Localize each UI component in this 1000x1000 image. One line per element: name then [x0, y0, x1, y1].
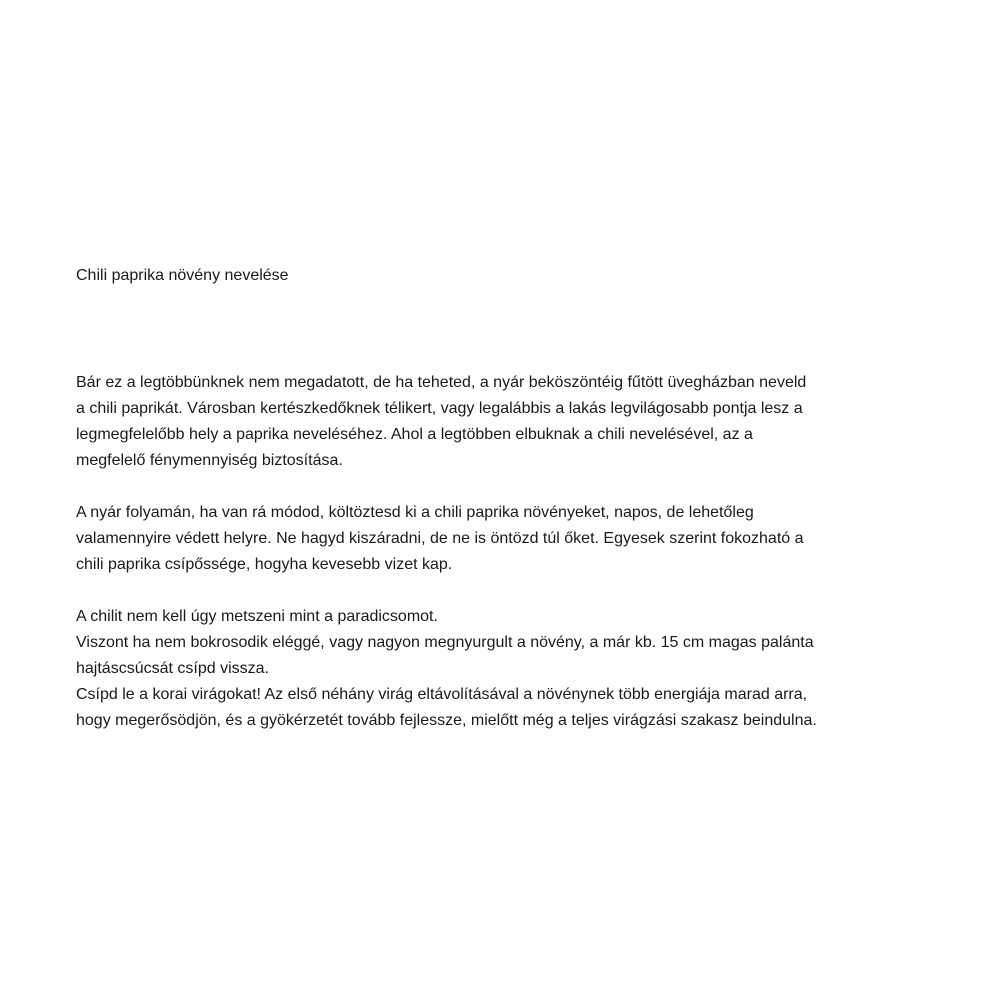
page-title: Chili paprika növény nevelése — [76, 267, 289, 284]
paragraph-pruning — [76, 604, 926, 734]
text-line: Viszont ha nem bokrosodik eléggé, vagy nagyon megnyurgult a növény, a már kb. 15 cm magas palánta — [76, 634, 814, 651]
text-line: hajtáscsúcsát csípd vissza. — [76, 660, 269, 677]
document-body — [76, 370, 926, 760]
text-line: legmegfelelőbb hely a paprika neveléséhez. Ahol a legtöbben elbuknak a chili nevelésével, az a — [76, 426, 753, 443]
text-line: hogy megerősödjön, és a gyökérzetét tovább fejlessze, mielőtt még a teljes virágzási szakasz beindulna. — [76, 712, 817, 729]
text-line: megfelelő fénymennyiség biztosítása. — [76, 452, 343, 469]
text-line: chili paprika csípőssége, hogyha kevesebb vizet kap. — [76, 556, 453, 573]
text-line: A chilit nem kell úgy metszeni mint a paradicsomot. — [76, 608, 438, 625]
text-line: Csípd le a korai virágokat! Az első néhány virág eltávolításával a növénynek több energiája marad arra, — [76, 686, 808, 703]
paragraph-greenhouse — [76, 370, 926, 474]
text-line: Bár ez a legtöbbünknek nem megadatott, de ha teheted, a nyár beköszöntéig fűtött üvegházban neveld — [76, 374, 807, 391]
text-line: a chili paprikát. Városban kertészkedőknek télikert, vagy legalábbis a lakás legvilágosabb pontja lesz a — [76, 400, 803, 417]
paragraph-summer — [76, 500, 926, 578]
text-line: A nyár folyamán, ha van rá módod, költöztesd ki a chili paprika növényeket, napos, de lehetőleg — [76, 504, 754, 521]
text-line: valamennyire védett helyre. Ne hagyd kiszáradni, de ne is öntözd túl őket. Egyesek szerint fokozható a — [76, 530, 804, 547]
